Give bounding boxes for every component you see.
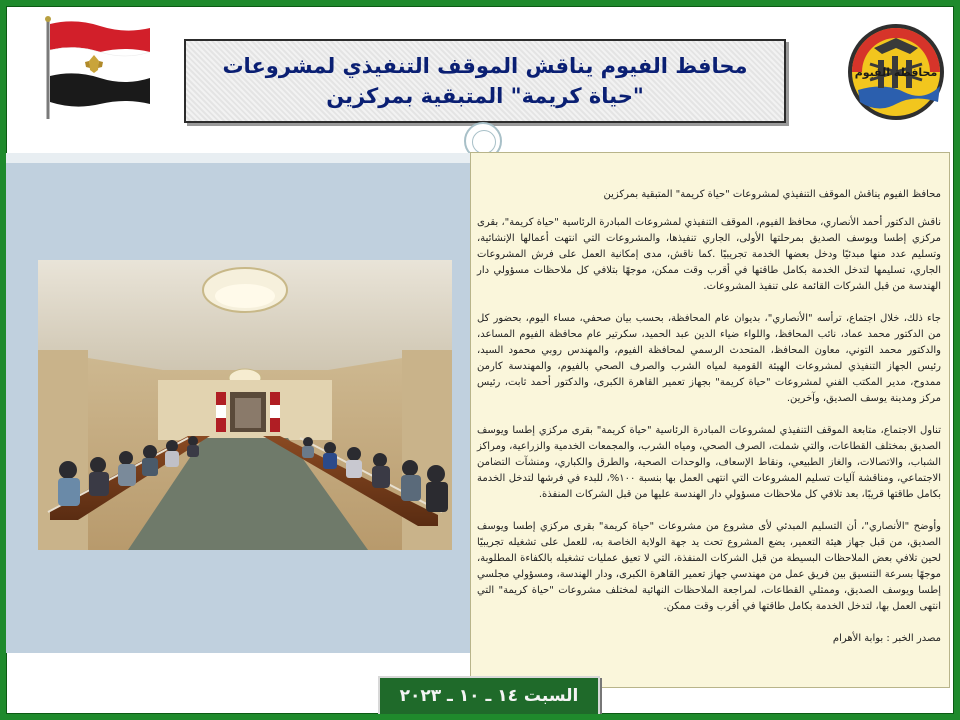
article-paragraph-1: ناقش الدكتور أحمد الأنصاري، محافظ الفيوم، الموقف التنفيذي لمشروعات المبادرة الرئاسية "حياة كريمة"، بقرى مركزي إطسا ويوسف الصديق بمرحلتها الأولى، الجاري تنفيذها، والمشروعات التي انتهت أعمالها الإنشائية، وتسليم عدد منها مبدئيًا ودخل بعضها الخدمة تجريبيًا .كما ناقش، مدى إمكانية العمل على فرش المشروعات الجاري، تسليمها لتدخل الخدمة بكامل طاقتها في أقرب وقت ممكن، موجهًا بتلافي كل ملاحظات مسؤولي دار الهندسة من قبل الشركات القائمة على تنفيذ المشروعات.	[477, 217, 941, 292]
logo-text: محافظة الفيوم	[854, 66, 938, 79]
date-box	[378, 676, 600, 714]
page-title: محافظ الفيوم يناقش الموقف التنفيذي لمشروعات "حياة كريمة" المتبقية بمركزين	[222, 54, 748, 108]
article-body	[477, 187, 941, 663]
article-panel	[470, 152, 950, 688]
fayoum-governorate-logo	[844, 20, 948, 124]
article-paragraph-3: تناول الاجتماع، متابعة الموقف التنفيذي لمشروعات المبادرة الرئاسية "حياة كريمة" بقرى مركزي إطسا ويوسف الصديق بمختلف القطاعات، والتي شملت، الصرف الصحي، ومياه الشرب، والمجمعات الخدمية والزراعية، ومراكز الشباب، والاتصالات، والغاز الطبيعي، ونقاط الإسعاف، والوحدات الصحية، والطرق والكباري، ومنشآت التضامن الاجتماعي، ومناقشة آليات تسليم المشروعات التي انتهى العمل بها بنسبة ١٠٠%، للبدء في فرشها لتدخل الخدمة بكامل طاقتها قريبًا، بعد تلافي كل ملاحظات مسؤولي دار الهندسة عليها من قبل الشركات المنفذة.	[477, 425, 941, 500]
meeting-room-photo	[38, 260, 452, 550]
left-panel-top-band	[6, 153, 472, 163]
title-box	[184, 39, 786, 123]
article-paragraph-2: جاء ذلك، خلال اجتماع، ترأسه "الأنصاري"، بديوان عام المحافظة، بحسب بيان صحفي، مساء اليوم، بحضور كل من الدكتور محمد عماد، نائب المحافظ، واللواء ضياء الدين عبد الحميد، سكرتير عام محافظة الفيوم المساعد، والدكتور محمد التوني، معاون المحافظ، المتحدث الرسمي لمحافظة الفيوم، والمهندس روبي محمود السيد، رئيس الجهاز التنفيذي لمشروعات الهيئة القومية لمياه الشرب والصرف الصحي بالفيوم، والمهندسة كارمن ممدوح، مدير المكتب الفني لمشروعات "حياة كريمة" بجهاز تعمير القاهرة الكبرى، والدكتور أحمد ثابت، رئيس مركز ومدينة يوسف الصديق، وآخرين.	[477, 313, 941, 404]
slide	[6, 6, 954, 714]
egypt-flag-icon	[40, 16, 150, 121]
article-paragraph-4: وأوضح "الأنصاري"، أن التسليم المبدئي لأى مشروع من مشروعات "حياة كريمة" بقرى مركزي إطسا ويوسف الصديق، من قبل جهاز هيئة التعمير، يضع المشروع تحت يد جهة الولاية الخاصة به، للعمل على تشغيله تجريبيًا لحين تلافي بعض الملاحظات البسيطة من قبل الشركات المنفذة، التي لا تعيق عمليات تشغيله بالكفاءة المطلوبة، موجهًا بسرعة التنسيق بين فريق عمل من مهندسي جهاز تعمير القاهرة الكبرى، ودار الهندسة، ومسؤولي مجلسي إطسا ويوسف الصديق، وممثلي القطاعات، لمراجعة الملاحظات النهائية لمختلف مشروعات "حياة كريمة" التي انتهى العمل بها، لتدخل الخدمة بكامل طاقتها في أقرب وقت ممكن.	[477, 521, 941, 612]
article-lead: محافظ الفيوم يناقش الموقف التنفيذي لمشروعات "حياة كريمة" المتبقية بمركزين	[603, 189, 941, 200]
left-panel	[6, 153, 472, 653]
article-source: مصدر الخبر : بوابة الأهرام	[832, 633, 941, 644]
date-label: السبت ١٤ ـ ١٠ ـ ٢٠٢٣	[399, 686, 579, 706]
